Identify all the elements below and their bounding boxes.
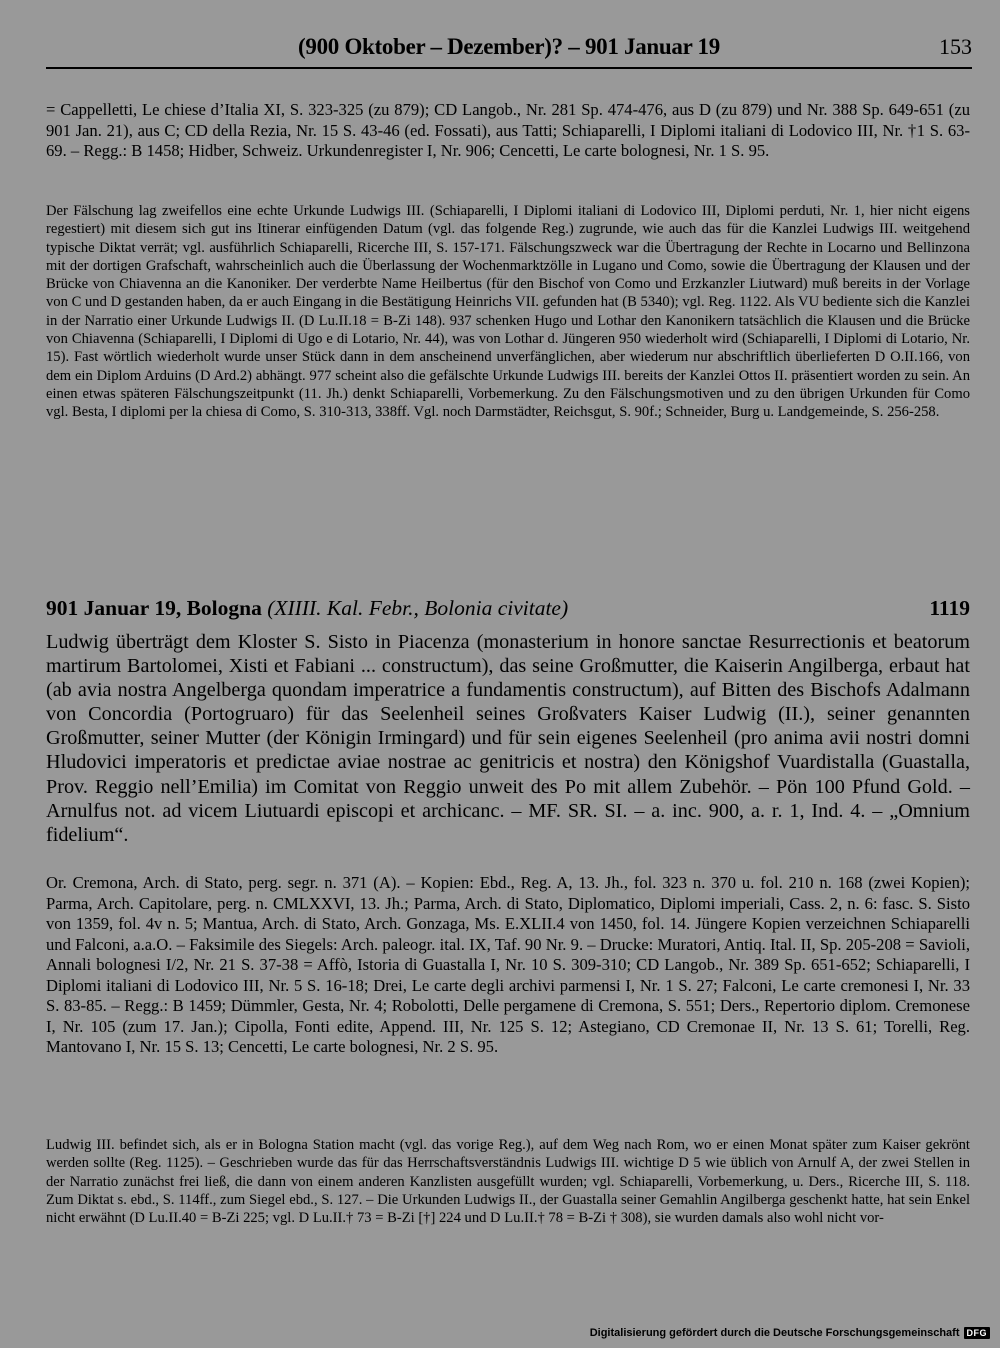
entry-number: 1119	[929, 596, 970, 620]
entry-commentary: Ludwig III. befindet sich, als er in Bologna Station macht (vgl. das vorige Reg.), auf dem Weg nach Rom, wo er einen Monat später zum Kaiser gekrönt werden sollte (Reg. 1125). – Geschrieben wurde das für das Herrschaftsverständnis Ludwigs III. wichtige D 5 wie üblich von Arnulf A, der zwei Stellen in der Narratio zunächst frei ließ, die dann von einem anderen Kanzlisten ausgefüllt wurden; vgl. Schiaparelli, Vorbemerkung, u. Ders., Ricerche III, S. 118. Zum Diktat s. ebd., S. 114ff., zum Siegel ebd., S. 127. – Die Urkunden Ludwigs II., der Guastalla seiner Gemahlin Angilberga geschenkt hatte, hat sein Enkel nicht erwähnt (D Lu.II.40 = B-Zi 225; vgl. D Lu.II.† 73 = B-Zi [†] 224 und D Lu.II.† 78 = B-Zi † 308), sie wurden damals also wohl nicht vor-	[46, 1137, 970, 1227]
previous-sources-paragraph: = Cappelletti, Le chiese d’Italia XI, S. 323-325 (zu 879); CD Langob., Nr. 281 Sp. 474-476, aus D (zu 879) und Nr. 388 Sp. 649-651 (zu 901 Jan. 21), aus C; CD della Rezia, Nr. 15 S. 43-46 (ed. Fossati), aus Tatti; Schiaparelli, I Diplomi italiani di Lodovico III, Nr. †1 S. 63-69. – Regg.: B 1458; Hidber, Schweiz. Urkundenregister I, Nr. 906; Cencetti, Le carte bolognesi, Nr. 1 S. 95.	[46, 100, 970, 160]
header-rule	[46, 67, 972, 69]
entry-latin-date: (XIIII. Kal. Febr., Bolonia civitate)	[267, 596, 569, 620]
entry-sources: Or. Cremona, Arch. di Stato, perg. segr. n. 371 (A). – Kopien: Ebd., Reg. A, 13. Jh., fol. 323 n. 370 u. fol. 210 n. 168 (zwei Kopien); Parma, Arch. Capitolare, perg. n. CMLXXVI, 13. Jh.; Parma, Arch. di Stato, Diplomatico, Diplomi imperiali, Cass. 2, n. 6: fasc. S. Sisto von 1359, fol. 4v n. 5; Mantua, Arch. di Stato, Arch. Gonzaga, Ms. E.XLII.4 von 1450, fol. 14. Jüngere Kopien verzeichnen Schiaparelli und Falconi, a.a.O. – Faksimile des Siegels: Arch. paleogr. ital. IX, Taf. 90 Nr. 9. – Drucke: Muratori, Antiq. Ital. II, Sp. 205-208 = Savioli, Annali bolognesi I/2, Nr. 21 S. 37-38 = Affò, Istoria di Guastalla I, Nr. 10 S. 309-310; CD Langob., Nr. 389 Sp. 651-652; Schiaparelli, I Diplomi italiani di Lodovico III, Nr. 5 S. 16-18; Drei, Le carte degli archivi parmensi I, Nr. 1 S. 27; Falconi, Le carte cremonesi I, Nr. 33 S. 83-85. – Regg.: B 1459; Dümmler, Gesta, Nr. 4; Robolotti, Delle pergamene di Cremona, S. 551; Ders., Repertorio diplom. Cremonese I, Nr. 105 (zum 17. Jan.); Cipolla, Fonti edite, Append. III, Nr. 125 S. 12; Astegiano, CD Cremonae II, Nr. 13 S. 61; Torelli, Reg. Mantovano I, Nr. 15 S. 13; Cencetti, Le carte bolognesi, Nr. 2 S. 95.	[46, 873, 970, 1056]
entry-heading	[46, 596, 970, 624]
page-number: 153	[939, 34, 972, 59]
footer-text: Digitalisierung gefördert durch die Deutsche Forschungsgemeinschaft	[589, 1327, 960, 1339]
running-title: (900 Oktober – Dezember)? – 901 Januar 19	[298, 34, 720, 59]
page-header	[46, 34, 972, 74]
footer	[590, 1327, 990, 1339]
entry-regest: Ludwig überträgt dem Kloster S. Sisto in Piacenza (monasterium in honore sanctae Resurrectionis et beatorum martirum Bartolomei, Xisti et Fabiani ... constructum), das seine Großmutter, die Kaiserin Angilberga, erbaut hat (ab avia nostra Angelberga quondam imperatrice a fundamentis constructum), auf Bitten des Bischofs Adalmann von Concordia (Portogruaro) für das Seelenheil seines Großvaters Kaiser Ludwig (II.), seiner genannten Großmutter, seiner Mutter (der Königin Irmingard) und für sein eigenes Seelenheil (pro anima avii nostri domni Hludovici imperatoris et predictae aviae nostrae ac genitricis et nostra) den Königshof Vuardistalla (Guastalla, Prov. Reggio nell’Emilia) im Comitat von Reggio unweit des Po mit allem Zubehör. – Pön 100 Pfund Gold. – Arnulfus not. ad vicem Liutuardi episcopi et archicanc. – MF. SR. SI. – a. inc. 900, a. r. 1, Ind. 4. – „Omnium fidelium“.	[46, 631, 970, 846]
previous-commentary-paragraph: Der Fälschung lag zweifellos eine echte Urkunde Ludwigs III. (Schiaparelli, I Diplomi italiani di Lodovico III, Diplomi perduti, Nr. 1, hier nicht eigens regestiert) mit diesem sich gut ins Itinerar einfügenden Datum (vgl. das folgende Reg.) zugrunde, wie auch das für die Kanzlei Ludwigs III. weitgehend typische Diktat verrät; vgl. ausführlich Schiaparelli, Ricerche III, S. 157-171. Fälschungszweck war die Übertragung der Rechte in Locarno und Bellinzona mit der dortigen Grafschaft, wahrscheinlich auch die Überlassung der Wochenmarktzölle in Lugano und Como, sowie die Übertragung der Klausen und der Brücke von Chiavenna an die Kanoniker. Der verderbte Name Heilbertus (für den Bischof von Como und Erzkanzler Liutward) muß bereits in der Vorlage von C und D gestanden haben, da er auch Eingang in die Bestätigung Heinrichs VII. gefunden hat (B 5340); vgl. Reg. 1122. Als VU bediente sich die Kanzlei in der Narratio einer Urkunde Ludwigs II. (D Lu.II.18 = B-Zi 148). 937 schenken Hugo und Lothar den Kanonikern tatsächlich die Klausen und die Brücke von Chiavenna (Schiaparelli, I Diplomi di Ugo e di Lotario, Nr. 44), was von Lothar d. Jüngeren 950 wiederholt wird (Schiaparelli, I Diplomi di Lotario, Nr. 15). Fast wörtlich wiederholt wurde unser Stück dann in dem anscheinend unverfänglichen, aber wiederum nur abschriftlich überlieferten D O.II.166, von dem ein Diplom Arduins (D Ard.2) abhängt. 977 scheint also die gefälschte Urkunde Ludwigs III. bereits der Kanzlei Ottos II. präsentiert worden zu sein. An einen etwas späteren Fälschungszeitpunkt (11. Jh.) denkt Schiaparelli, Vorbemerkung. Zu den Fälschungsmotiven und zu den übrigen Urkunden für Como vgl. Besta, I diplomi per la chiesa di Como, S. 310-313, 338ff. Vgl. noch Darmstädter, Reichsgut, S. 90f.; Schneider, Burg u. Landgemeinde, S. 256-258.	[46, 203, 970, 421]
dfg-logo: DFG	[964, 1327, 991, 1339]
entry-date: 901 Januar 19, Bologna	[46, 596, 262, 620]
